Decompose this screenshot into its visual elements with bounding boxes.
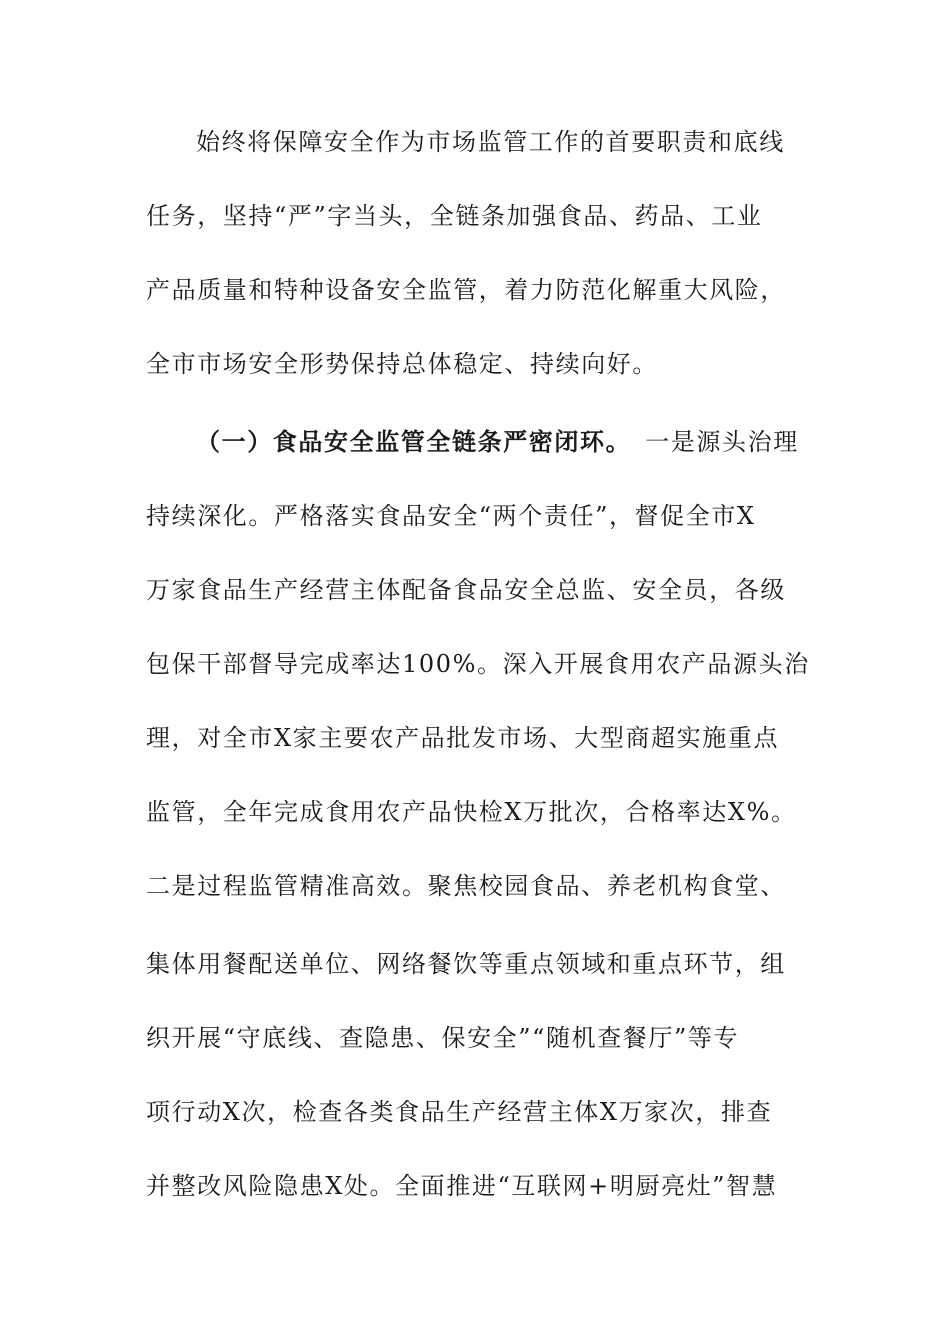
section-1-first-line [196,422,856,462]
section-1-first-line-rest: 一是源头治理 [645,428,799,456]
section-1-line-8: 集体用餐配送单位、网络餐饮等重点领域和重点环节，组 [146,950,786,978]
paragraph-1-line-4: 全市市场安全形势保持总体稳定、持续向好。 [146,350,658,378]
section-1-line-4: 包保干部督导完成率达100%。深入开展食用农产品源头治 [146,650,810,678]
section-1-line-10: 项行动X次，检查各类食品生产经营主体X万家次，排查 [146,1098,773,1126]
paragraph-1-line-1: 始终将保障安全作为市场监管工作的首要职责和底线 [196,128,785,156]
paragraph-1-line-3: 产品质量和特种设备安全监管，着力防范化解重大风险， [146,276,786,304]
section-1-line-6: 监管，全年完成食用农产品快检X万批次，合格率达X%。 [146,798,797,826]
section-1-line-3: 万家食品生产经营主体配备食品安全总监、安全员，各级 [146,576,786,604]
section-1-line-9: 织开展“守底线、查隐患、保安全”“随机查餐厅”等专 [146,1024,740,1052]
paragraph-1-line-2: 任务，坚持“严”字当头，全链条加强食品、药品、工业 [146,202,763,230]
section-1-heading: （一）食品安全监管全链条严密闭环。 [196,427,632,456]
section-1-line-11: 并整改风险隐患X处。全面推进“互联网+明厨亮灶”智慧 [146,1172,778,1200]
section-1-line-7: 二是过程监管精准高效。聚焦校园食品、养老机构食堂、 [146,872,786,900]
section-1-line-5: 理，对全市X家主要农产品批发市场、大型商超实施重点 [146,724,780,752]
section-1-line-2: 持续深化。严格落实食品安全“两个责任”，督促全市X [146,502,756,530]
